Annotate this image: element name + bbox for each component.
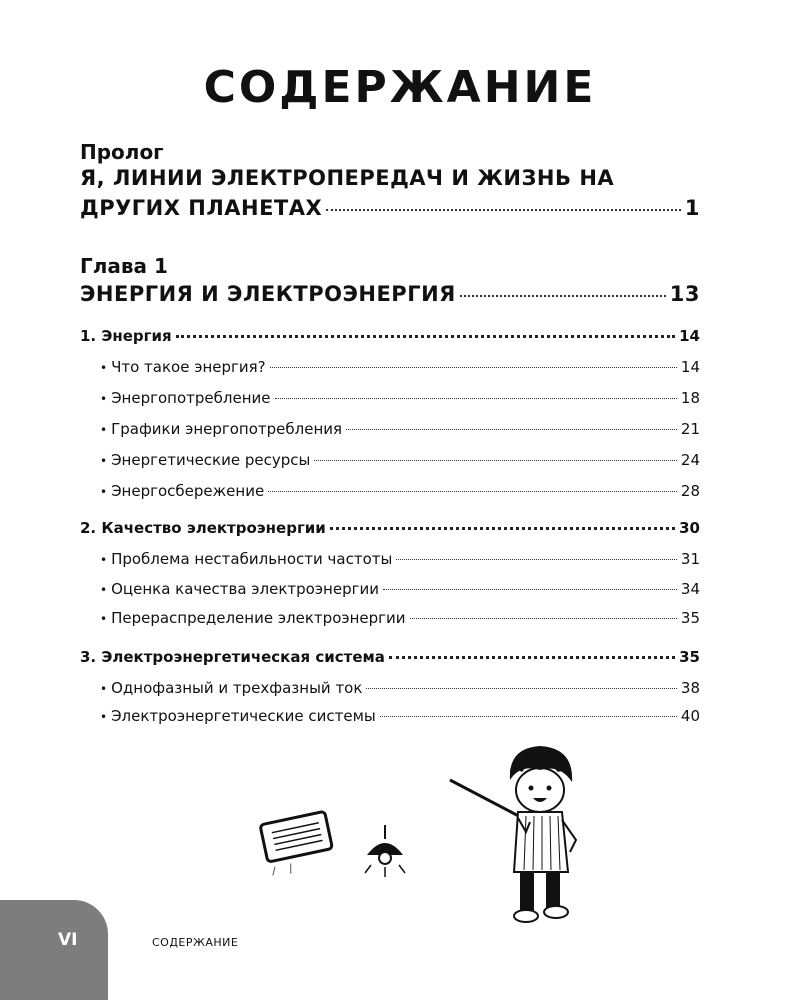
subsection-label: Что такое энергия? — [111, 358, 266, 376]
section-label: 3. Электроэнергетическая система — [80, 648, 385, 666]
subsection-page: 18 — [680, 389, 700, 407]
page-number: VI — [58, 930, 78, 950]
subsection-label: Графики энергопотребления — [111, 420, 343, 438]
subsection-page: 40 — [680, 707, 700, 725]
cartoon-illustration — [240, 730, 640, 930]
bullet-icon: • — [100, 485, 108, 499]
chapter1-label: Глава 1 — [80, 254, 168, 278]
toc-subsection[interactable] — [100, 420, 700, 438]
dot-leader — [410, 618, 677, 619]
boy-character-icon — [450, 746, 576, 922]
section-page: 35 — [679, 648, 700, 666]
subsection-page: 35 — [680, 609, 700, 627]
bullet-icon: • — [100, 583, 108, 597]
toc-subsection[interactable] — [100, 580, 700, 598]
bullet-icon: • — [100, 454, 108, 468]
subsection-page: 28 — [680, 482, 700, 500]
bullet-icon: • — [100, 710, 108, 724]
subsection-label: Проблема нестабильности частоты — [111, 550, 393, 568]
subsection-label: Оценка качества электроэнергии — [111, 580, 379, 598]
section-label: 1. Энергия — [80, 327, 172, 345]
toc-section[interactable] — [80, 648, 700, 666]
dot-leader — [330, 527, 675, 530]
prolog-label: Пролог — [80, 140, 164, 164]
toc-section[interactable] — [80, 519, 700, 537]
subsection-page: 34 — [680, 580, 700, 598]
subsection-label: Энергетические ресурсы — [111, 451, 311, 469]
air-conditioner-icon — [260, 811, 336, 878]
subsection-page: 38 — [680, 679, 700, 697]
subsection-page: 21 — [680, 420, 700, 438]
toc-subsection[interactable] — [100, 482, 700, 500]
bullet-icon: • — [100, 392, 108, 406]
bullet-icon: • — [100, 423, 108, 437]
dot-leader — [270, 367, 677, 368]
subsection-page: 31 — [680, 550, 700, 568]
toc-subsection[interactable] — [100, 679, 700, 697]
bullet-icon: • — [100, 553, 108, 567]
dot-leader — [314, 460, 677, 461]
page-number-tab — [0, 900, 108, 1000]
subsection-page: 24 — [680, 451, 700, 469]
section-label: 2. Качество электроэнергии — [80, 519, 326, 537]
toc-subsection[interactable] — [100, 550, 700, 568]
chapter1-page: 13 — [669, 282, 700, 306]
dot-leader — [389, 656, 675, 659]
subsection-label: Энергосбережение — [111, 482, 265, 500]
lamp-icon — [365, 825, 405, 877]
chapter1-title: ЭНЕРГИЯ И ЭЛЕКТРОЭНЕРГИЯ — [80, 282, 456, 306]
section-page: 30 — [679, 519, 700, 537]
bullet-icon: • — [100, 361, 108, 375]
section-page: 14 — [679, 327, 700, 345]
page-title: СОДЕРЖАНИЕ — [203, 62, 597, 113]
dot-leader — [346, 429, 677, 430]
toc-subsection[interactable] — [100, 609, 700, 627]
dot-leader — [366, 688, 676, 689]
dot-leader — [268, 491, 677, 492]
toc-subsection[interactable] — [100, 451, 700, 469]
dot-leader — [176, 335, 676, 338]
subsection-label: Однофазный и трехфазный ток — [111, 679, 363, 697]
dot-leader — [275, 398, 677, 399]
dot-leader — [396, 559, 677, 560]
toc-subsection[interactable] — [100, 358, 700, 376]
prolog-page: 1 — [684, 196, 700, 220]
subsection-label: Энергопотребление — [111, 389, 271, 407]
prolog-entry[interactable] — [80, 196, 700, 220]
dot-leader — [326, 209, 681, 211]
prolog-title-line2: ДРУГИХ ПЛАНЕТАХ — [80, 196, 323, 220]
subsection-page: 14 — [680, 358, 700, 376]
dot-leader — [460, 295, 666, 297]
subsection-label: Перераспределение электроэнергии — [111, 609, 406, 627]
toc-subsection[interactable] — [100, 389, 700, 407]
subsection-label: Электроэнергетические системы — [111, 707, 376, 725]
running-head: СОДЕРЖАНИЕ — [152, 936, 239, 949]
dot-leader — [383, 589, 677, 590]
chapter1-entry[interactable] — [80, 282, 700, 306]
bullet-icon: • — [100, 612, 108, 626]
prolog-title-line1: Я, ЛИНИИ ЭЛЕКТРОПЕРЕДАЧ И ЖИЗНЬ НА — [80, 166, 615, 190]
toc-section[interactable] — [80, 327, 700, 345]
bullet-icon: • — [100, 682, 108, 696]
dot-leader — [380, 716, 677, 717]
toc-subsection[interactable] — [100, 707, 700, 725]
